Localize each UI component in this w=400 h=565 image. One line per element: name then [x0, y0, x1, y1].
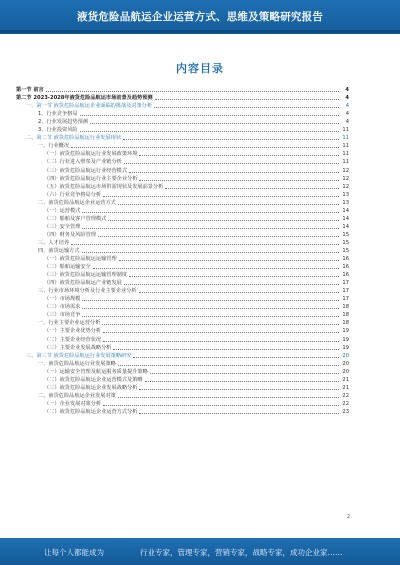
page-footer [0, 538, 400, 565]
report-title: 液货危险品航运企业运营方式、思维及策略研究报告 [76, 11, 324, 23]
toc-entry-title: 三、行业市场环境分析及行业主要企业分析 [38, 288, 137, 295]
toc-entry-page: 4 [345, 103, 349, 110]
toc-entry-title: （四）财务及风险管理 [44, 231, 96, 238]
toc-entry-page: 12 [342, 167, 349, 174]
toc-entry[interactable] [16, 287, 349, 295]
toc-entry[interactable] [16, 207, 349, 215]
toc-leader-dots [71, 147, 339, 148]
toc-leader-dots [133, 357, 339, 358]
toc-leader-dots [139, 180, 339, 181]
toc-entry-page: 23 [342, 408, 349, 415]
toc-entry[interactable] [16, 319, 349, 327]
table-of-contents [16, 86, 349, 416]
toc-leader-dots [119, 260, 339, 261]
toc-entry-title: 四、液货运输方式 [38, 247, 80, 254]
toc-entry-page: 18 [342, 312, 349, 319]
toc-entry-title: 二、液货危险品航运企业运营方式 [38, 199, 116, 206]
toc-entry-title: （六）行业竞争格局分析 [44, 191, 102, 198]
toc-entry-page: 18 [342, 320, 349, 327]
toc-entry-page: 11 [342, 127, 349, 134]
toc-leader-dots [108, 220, 339, 221]
toc-entry-page: 4 [345, 95, 349, 102]
page-number: 2 [346, 514, 350, 520]
toc-entry-page: 17 [342, 280, 349, 287]
toc-entry-title: 第二节 2023-2028年液货危险品航运市场前景及趋势预测 [16, 95, 153, 102]
toc-entry[interactable] [16, 344, 349, 352]
toc-entry-page: 17 [342, 296, 349, 303]
toc-entry[interactable] [16, 166, 349, 174]
toc-entry[interactable] [16, 191, 349, 199]
toc-entry-page: 22 [342, 400, 349, 407]
toc-entry[interactable] [16, 158, 349, 166]
toc-leader-dots [155, 99, 339, 100]
toc-entry-page: 18 [342, 304, 349, 311]
toc-entry[interactable] [16, 247, 349, 255]
toc-leader-dots [103, 341, 339, 342]
toc-entry-title: 3、行业投资风险 [38, 127, 78, 134]
toc-entry-title: （三）安全管理 [44, 223, 81, 230]
toc-leader-dots [98, 236, 339, 237]
toc-leader-dots [139, 155, 339, 156]
toc-entry-page: 21 [342, 384, 349, 391]
toc-entry-title: 2、行业发展趋势预测 [38, 119, 88, 126]
toc-entry[interactable] [16, 126, 349, 134]
toc-leader-dots [71, 244, 339, 245]
toc-entry-title: （三）液货危险品航运运输管理制度 [44, 272, 128, 279]
toc-entry[interactable] [16, 199, 349, 207]
toc-entry[interactable] [16, 255, 349, 263]
toc-entry-page: 4 [345, 87, 349, 94]
toc-entry[interactable] [16, 408, 349, 416]
toc-entry-title: （四）液货危险品航运产业链发展 [44, 280, 122, 287]
toc-entry[interactable] [16, 368, 349, 376]
toc-leader-dots [80, 115, 339, 116]
toc-entry-title: 一、第一节 液货危险品航运企业面临的挑战及对策分析 [26, 103, 153, 110]
toc-entry[interactable] [16, 263, 349, 271]
toc-entry-title: （一）运营模式 [44, 207, 81, 214]
toc-entry[interactable] [16, 94, 349, 102]
toc-leader-dots [82, 308, 339, 309]
toc-leader-dots [118, 365, 339, 366]
toc-entry-title: （二）液货危险品航运企业运营模式及策略 [44, 376, 143, 383]
toc-entry-title: （一）运输安全管理及航运服务质量提升策略 [44, 368, 148, 375]
toc-leader-dots [103, 332, 339, 333]
toc-entry-title: （一）液货危险品航运行业发展政策环境 [44, 151, 138, 158]
toc-entry[interactable] [16, 215, 349, 223]
toc-entry-page: 11 [342, 135, 349, 142]
toc-entry-title: 一、行业主要企业运营分析 [38, 320, 101, 327]
toc-leader-dots [93, 268, 339, 269]
toc-entry-title: 一、液货危险品航运行业发展策略 [38, 360, 116, 367]
toc-entry[interactable] [16, 335, 349, 343]
toc-entry[interactable] [16, 150, 349, 158]
toc-entry-page: 4 [345, 111, 349, 118]
toc-entry-title: （五）液货危险品航运市场供需现状及发展前景分析 [44, 183, 164, 190]
footer-motto: 让每个人都能成为 [44, 548, 104, 557]
toc-entry-page: 15 [342, 231, 349, 238]
toc-entry-page: 14 [342, 207, 349, 214]
toc-entry-page: 16 [342, 272, 349, 279]
toc-entry-page: 17 [342, 288, 349, 295]
toc-entry-page: 11 [342, 143, 349, 150]
toc-leader-dots [80, 131, 339, 132]
toc-entry-page: 12 [342, 175, 349, 182]
toc-entry[interactable] [16, 303, 349, 311]
toc-leader-dots [102, 324, 339, 325]
toc-entry-page: 20 [342, 360, 349, 367]
toc-entry-page: 22 [342, 392, 349, 399]
toc-leader-dots [103, 196, 339, 197]
toc-entry-page: 15 [342, 239, 349, 246]
toc-entry-title: （二）船舶及客户管理模式 [44, 215, 107, 222]
toc-leader-dots [46, 91, 339, 92]
toc-leader-dots [139, 413, 339, 414]
toc-leader-dots [139, 292, 339, 293]
toc-entry-page: 20 [342, 352, 349, 359]
toc-leader-dots [145, 381, 339, 382]
toc-entry[interactable] [16, 352, 349, 360]
toc-leader-dots [139, 389, 339, 390]
toc-leader-dots [129, 172, 339, 173]
toc-entry[interactable] [16, 175, 349, 183]
toc-entry-title: 第一节 前言 [16, 87, 44, 94]
toc-entry[interactable] [16, 392, 349, 400]
toc-entry[interactable] [16, 223, 349, 231]
toc-leader-dots [82, 252, 339, 253]
toc-entry-title: （一）主要企业优势分析 [44, 328, 102, 335]
toc-entry-page: 21 [342, 376, 349, 383]
toc-entry[interactable] [16, 376, 349, 384]
toc-entry-title: （一）市场规模 [44, 296, 81, 303]
toc-entry[interactable] [16, 384, 349, 392]
toc-entry-title: （三）市场竞争 [44, 312, 81, 319]
toc-entry[interactable] [16, 142, 349, 150]
toc-entry-title: （二）液货危险品航运企业运营方式分析 [44, 408, 138, 415]
toc-leader-dots [82, 300, 339, 301]
toc-leader-dots [154, 107, 339, 108]
toc-leader-dots [123, 139, 339, 140]
toc-entry-title: 三、第三节 液货危险品航运行业发展策略研究 [26, 352, 132, 359]
toc-entry-page: 19 [342, 344, 349, 351]
toc-entry-page: 14 [342, 223, 349, 230]
toc-entry[interactable] [16, 295, 349, 303]
toc-leader-dots [82, 316, 339, 317]
toc-leader-dots [150, 373, 339, 374]
toc-entry[interactable] [16, 86, 349, 94]
toc-entry-page: 11 [342, 159, 349, 166]
toc-entry[interactable] [16, 279, 349, 287]
toc-entry-title: （二）船舶运输安全 [44, 264, 91, 271]
toc-entry-title: （一）液货危险品航运运输管理 [44, 256, 117, 263]
toc-leader-dots [82, 228, 339, 229]
toc-entry-title: （四）液货危险品航运行业主要企业分析 [44, 175, 138, 182]
toc-leader-dots [165, 188, 339, 189]
toc-entry-page: 13 [342, 191, 349, 198]
toc-leader-dots [124, 284, 339, 285]
toc-entry-title: （二）市场需求 [44, 304, 81, 311]
toc-entry-page: 19 [342, 328, 349, 335]
toc-entry-page: 11 [342, 151, 349, 158]
toc-entry-page: 14 [342, 215, 349, 222]
toc-entry-title: 二、液货危险品航运企业发展对策 [38, 392, 116, 399]
toc-entry-title: 三、人才培养 [38, 239, 70, 246]
toc-entry[interactable] [16, 110, 349, 118]
toc-entry-page: 19 [342, 336, 349, 343]
toc-leader-dots [118, 204, 339, 205]
toc-leader-dots [129, 276, 339, 277]
toc-entry-title: （三）液货危险品航运企业发展战略分析 [44, 384, 138, 391]
toc-entry-page: 15 [342, 247, 349, 254]
page-header [0, 0, 400, 34]
toc-leader-dots [90, 123, 339, 124]
toc-entry-title: 一、行业概况 [38, 143, 70, 150]
toc-entry[interactable] [16, 271, 349, 279]
toc-entry-page: 20 [342, 368, 349, 375]
toc-leader-dots [113, 349, 339, 350]
toc-entry-title: （三）主要企业发展战略分析 [44, 344, 112, 351]
toc-heading: 内容目录 [176, 62, 224, 75]
toc-entry[interactable] [16, 102, 349, 110]
header-divider [0, 30, 400, 33]
toc-leader-dots [118, 397, 339, 398]
toc-entry-title: （三）液货危险品航运行业经营模式 [44, 167, 128, 174]
toc-entry-title: （二）主要企业经营状况 [44, 336, 102, 343]
footer-tagline: 行业专家，管理专家，营销专家，战略专家，成功企业家…… [140, 548, 343, 557]
toc-entry-page: 4 [345, 119, 349, 126]
toc-entry-title: 二、第二节 液货危险品航运行业发展现状 [26, 135, 122, 142]
toc-entry-page: 16 [342, 256, 349, 263]
toc-entry[interactable] [16, 311, 349, 319]
toc-entry[interactable] [16, 327, 349, 335]
toc-entry-page: 13 [342, 199, 349, 206]
toc-leader-dots [124, 163, 339, 164]
toc-entry[interactable] [16, 400, 349, 408]
toc-entry[interactable] [16, 134, 349, 142]
toc-entry[interactable] [16, 360, 349, 368]
toc-entry[interactable] [16, 118, 349, 126]
toc-entry-title: 1、行业竞争格局 [38, 111, 78, 118]
toc-leader-dots [82, 212, 339, 213]
toc-entry-title: （二）行业进入壁垒及产业链分析 [44, 159, 122, 166]
toc-leader-dots [103, 405, 339, 406]
toc-entry-page: 12 [342, 183, 349, 190]
toc-entry[interactable] [16, 239, 349, 247]
toc-entry[interactable] [16, 183, 349, 191]
toc-entry-page: 16 [342, 264, 349, 271]
toc-entry[interactable] [16, 231, 349, 239]
toc-entry-title: （一）企业发展对策分析 [44, 400, 102, 407]
